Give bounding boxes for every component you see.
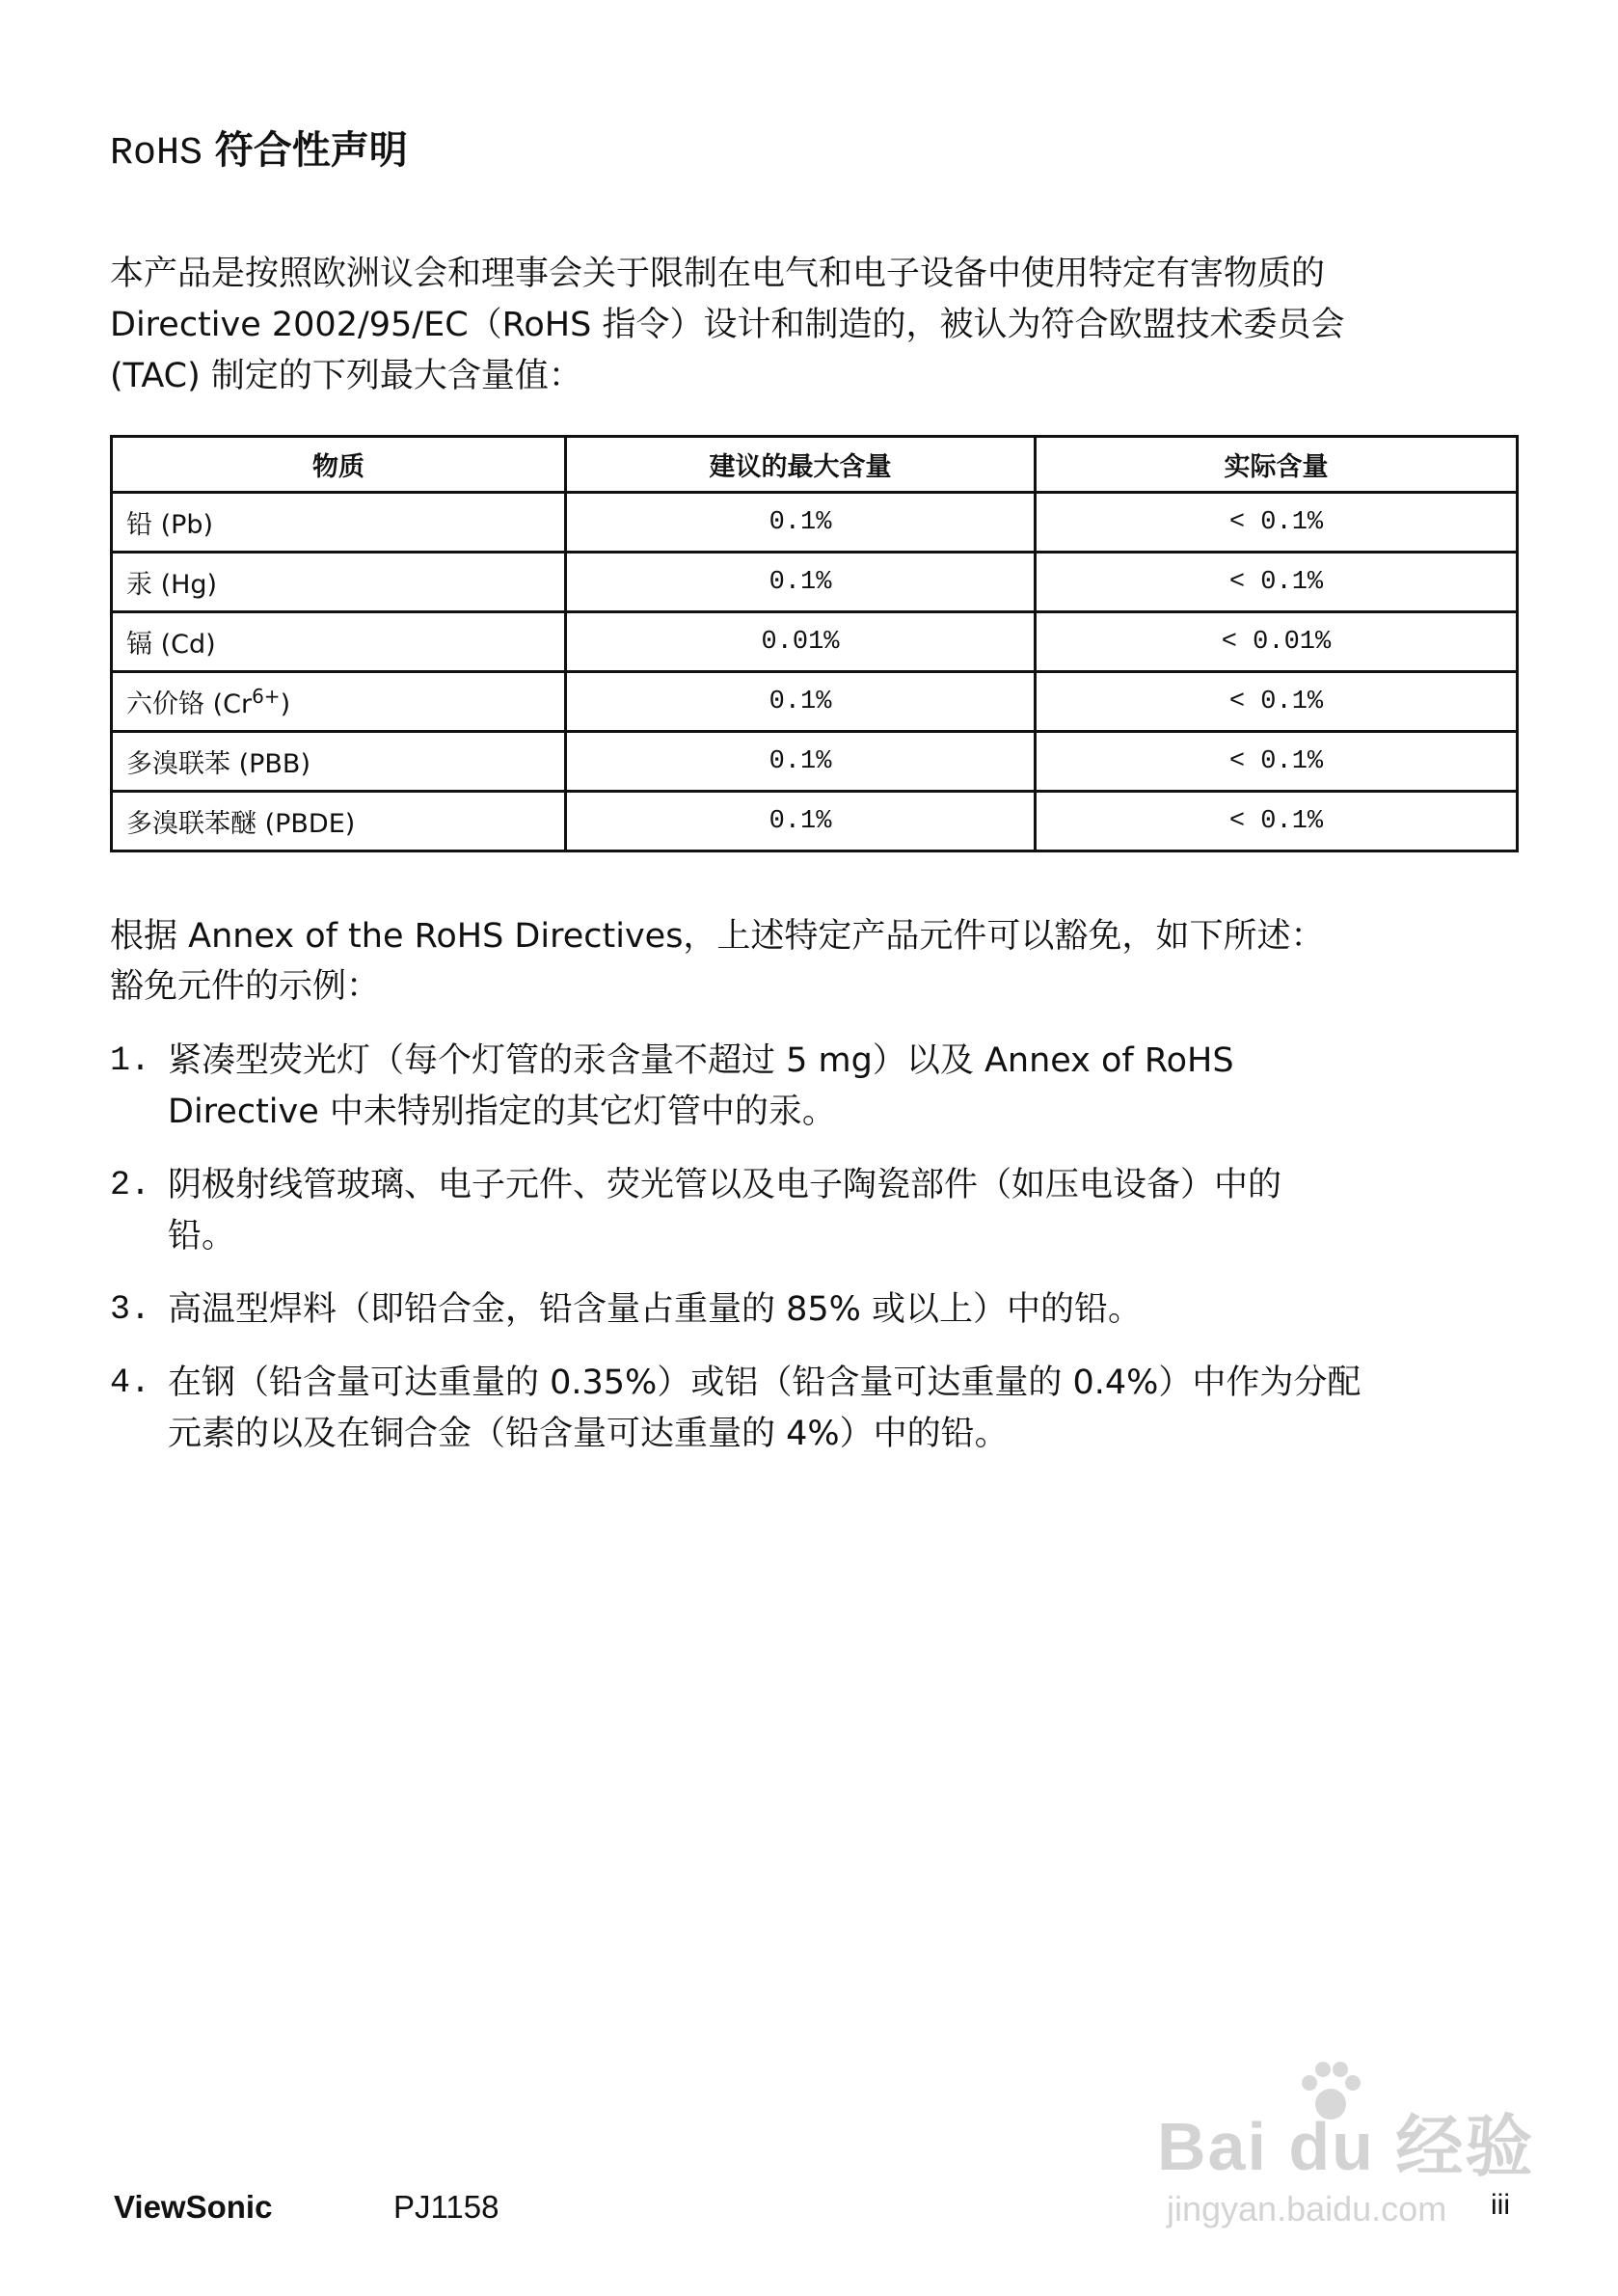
actual-cell: < 0.1% xyxy=(1036,553,1518,612)
table-header-row xyxy=(112,437,1518,493)
actual-cell: < 0.1% xyxy=(1036,732,1518,792)
list-item-line: 阴极射线管玻璃、电子元件、荧光管以及电子陶瓷部件（如压电设备）中的 xyxy=(168,1166,1282,1204)
substance-cell: 多溴联苯 (PBB) xyxy=(112,732,566,792)
list-item xyxy=(110,1160,1518,1262)
table-row xyxy=(112,732,1518,792)
exemptions-intro-line: 豁免元件的示例： xyxy=(110,967,381,1006)
page-title xyxy=(110,123,408,181)
intro-line: 本产品是按照欧洲议会和理事会关于限制在电气和电子设备中使用特定有害物质的 xyxy=(110,255,1326,293)
table-row xyxy=(112,553,1518,612)
substance-cell: 汞 (Hg) xyxy=(112,553,566,612)
title-cjk: 符合性声明 xyxy=(214,128,408,173)
table-row xyxy=(112,493,1518,553)
list-item-line: 在钢（铅含量可达重量的 0.35%）或铝（铅含量可达重量的 0.4%）中作为分配 xyxy=(168,1364,1362,1402)
list-item xyxy=(110,1358,1518,1460)
exemptions-list xyxy=(110,1036,1518,1482)
max-cell: 0.1% xyxy=(566,672,1036,732)
list-item-line: 高温型焊料（即铅合金，铅含量占重量的 85% 或以上）中的铅。 xyxy=(168,1290,1143,1329)
actual-cell: < 0.01% xyxy=(1036,612,1518,672)
substance-cell: 镉 (Cd) xyxy=(112,612,566,672)
substance-text-end: ) xyxy=(280,689,291,719)
substance-superscript: 6+ xyxy=(252,685,281,708)
intro-paragraph xyxy=(110,249,1518,402)
max-cell: 0.1% xyxy=(566,493,1036,553)
exemptions-intro xyxy=(110,911,1518,1012)
watermark-url: jingyan.baidu.com xyxy=(1167,2189,1447,2228)
substance-cell: 多溴联苯醚 (PBDE) xyxy=(112,792,566,851)
list-item-line: 紧凑型荧光灯（每个灯管的汞含量不超过 5 mg）以及 Annex of RoHS xyxy=(168,1041,1234,1080)
exemptions-intro-line: 根据 Annex of the RoHS Directives，上述特定产品元件可以豁免，如下所述： xyxy=(110,917,1325,956)
intro-line: Directive 2002/95/EC（RoHS 指令）设计和制造的，被认为符合欧盟技术委员会 xyxy=(110,306,1345,344)
model-number: PJ1158 xyxy=(393,2189,499,2225)
actual-cell: < 0.1% xyxy=(1036,792,1518,851)
brand-name: ViewSonic xyxy=(114,2189,273,2225)
watermark-text: Bai du 经验 xyxy=(1157,2109,1535,2184)
actual-cell: < 0.1% xyxy=(1036,672,1518,732)
max-cell: 0.1% xyxy=(566,553,1036,612)
table-row xyxy=(112,612,1518,672)
actual-cell: < 0.1% xyxy=(1036,493,1518,553)
substance-cell: 铅 (Pb) xyxy=(112,493,566,553)
substance-cell xyxy=(112,672,566,732)
list-item xyxy=(110,1284,1518,1336)
page-number: iii xyxy=(1491,2189,1510,2221)
list-item-number: 3. xyxy=(110,1290,151,1329)
list-item xyxy=(110,1036,1518,1138)
list-item-line: 元素的以及在铜合金（铅含量可达重量的 4%）中的铅。 xyxy=(168,1415,1009,1453)
list-item-number: 2. xyxy=(110,1166,151,1204)
list-item-line: Directive 中未特别指定的其它灯管中的汞。 xyxy=(168,1093,836,1131)
list-item-number: 1. xyxy=(110,1041,151,1080)
title-latin: RoHS xyxy=(110,132,203,176)
header-substance: 物质 xyxy=(112,437,566,493)
table-row xyxy=(112,672,1518,732)
max-cell: 0.01% xyxy=(566,612,1036,672)
header-actual: 实际含量 xyxy=(1036,437,1518,493)
page-footer xyxy=(114,2189,499,2226)
max-cell: 0.1% xyxy=(566,732,1036,792)
max-cell: 0.1% xyxy=(566,792,1036,851)
table-row xyxy=(112,792,1518,851)
baidu-watermark xyxy=(1147,2054,1533,2247)
header-max: 建议的最大含量 xyxy=(566,437,1036,493)
list-item-number: 4. xyxy=(110,1364,151,1402)
list-item-line: 铅。 xyxy=(168,1217,236,1256)
intro-line: (TAC) 制定的下列最大含量值： xyxy=(110,357,582,395)
substance-text: 六价铬 (Cr xyxy=(126,689,253,719)
substance-table xyxy=(110,435,1519,852)
